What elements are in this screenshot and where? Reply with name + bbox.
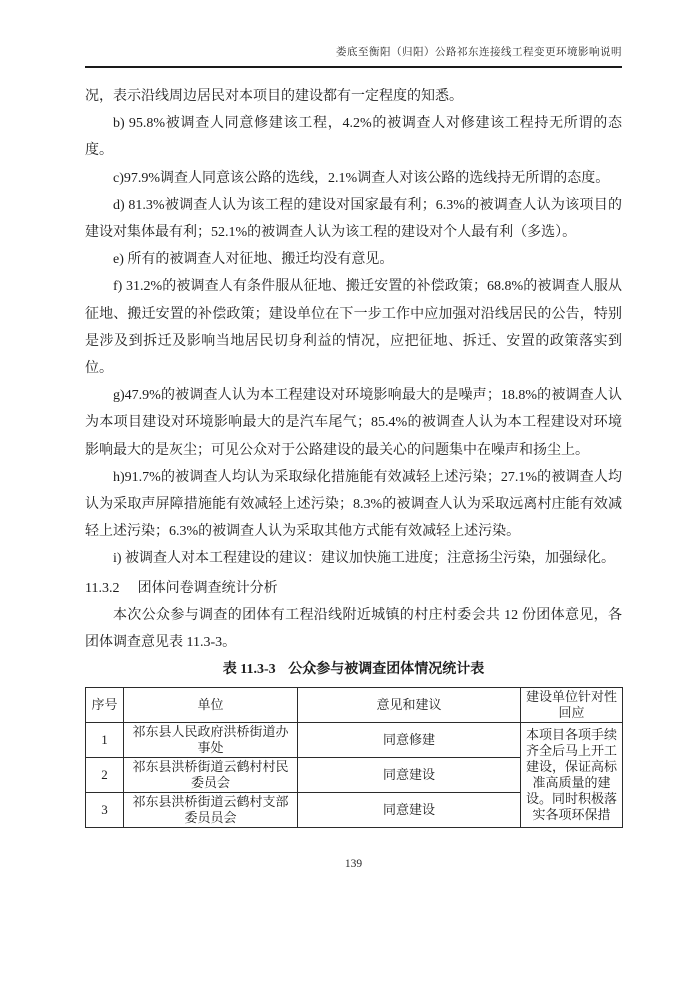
page-number: 139 [344, 858, 363, 871]
section-title: 团体问卷调查统计分析 [137, 580, 278, 596]
section-paragraph: 本次公众参与调查的团体有工程沿线附近城镇的村庄村委会共 12 份团体意见，各团体调查意见表 11.3-3。 [85, 607, 622, 651]
table-caption-label: 表 11.3-3 [222, 662, 276, 678]
cell-opinion: 同意修建 [298, 723, 521, 758]
header-rule [85, 66, 622, 68]
table-caption-title: 公众参与被调查团体情况统计表 [288, 662, 485, 678]
table-row [86, 723, 623, 758]
page-header [85, 46, 622, 68]
running-header-title: 娄底至衡阳（归阳）公路祁东连接线工程变更环境影响说明 [336, 47, 622, 58]
body-paragraph: e) 所有的被调查人对征地、搬迁均没有意见。 [113, 252, 394, 268]
cell-unit: 祁东县洪桥街道云鹤村村民委员会 [124, 758, 298, 793]
cell-opinion: 同意建设 [298, 758, 521, 793]
cell-index: 3 [86, 793, 124, 828]
table-header-row [86, 688, 623, 723]
body-paragraph: d) 81.3%被调查人认为该工程的建设对国家最有利；6.3%的被调查人认为该项目的建设对集体最有利；52.1%的被调查人认为该工程的建设对个人最有利（多选）。 [85, 197, 622, 241]
cell-opinion: 同意建设 [298, 793, 521, 828]
cell-index: 1 [86, 723, 124, 758]
survey-groups-table [85, 687, 623, 828]
section-heading [85, 575, 622, 602]
col-header-opinion: 意见和建议 [298, 688, 521, 723]
document-body [85, 83, 622, 828]
body-paragraph: g)47.9%的被调查人认为本工程建设对环境影响最大的是噪声；18.8%的被调查人认为本项目建设对环境影响最大的是汽车尾气；85.4%的被调查人认为本工程建设对环境影响最大的是灰尘；可见公众对于公路建设的最关心的问题集中在噪声和扬尘上。 [85, 388, 622, 458]
section-number: 11.3.2 [85, 580, 120, 596]
col-header-index: 序号 [86, 688, 124, 723]
col-header-response: 建设单位针对性回应 [521, 688, 623, 723]
body-paragraph: c)97.9%调查人同意该公路的选线，2.1%调查人对该公路的选线持无所谓的态度。 [113, 170, 610, 186]
body-paragraph: h)91.7%的被调查人均认为采取绿化措施能有效减轻上述污染；27.1%的被调查人均认为采取声屏障措施能有效减轻上述污染；8.3%的被调查人认为采取远离村庄能有效减轻上述污染；6.3%的被调查人认为采取其他方式能有效减轻上述污染。 [85, 469, 622, 540]
col-header-unit: 单位 [124, 688, 298, 723]
cell-unit: 祁东县洪桥街道云鹤村支部委员员会 [124, 793, 298, 828]
body-paragraph: f) 31.2%的被调查人有条件服从征地、搬迁安置的补偿政策；68.8%的被调查人服从征地、搬迁安置的补偿政策；建设单位在下一步工作中应加强对沿线居民的公告，特别是涉及到拆迁及影响当地居民切身利益的情况，应把征地、拆迁、安置的政策落实到位。 [85, 279, 622, 377]
page-footer [85, 858, 622, 870]
body-paragraph: 况，表示沿线周边居民对本项目的建设都有一定程度的知悉。 [85, 89, 463, 104]
body-paragraph: b) 95.8%被调查人同意修建该工程，4.2%的被调查人对修建该工程持无所谓的态度。 [85, 116, 622, 159]
table-caption [85, 660, 622, 680]
cell-unit: 祁东县人民政府洪桥街道办事处 [124, 723, 298, 758]
cell-index: 2 [86, 758, 124, 793]
cell-response-merged: 本项目各项手续齐全后马上开工建设，保证高标准高质量的建设。同时积极落实各项环保措 [521, 723, 623, 828]
body-paragraph: i) 被调查人对本工程建设的建议：建议加快施工进度；注意扬尘污染，加强绿化。 [113, 551, 616, 567]
